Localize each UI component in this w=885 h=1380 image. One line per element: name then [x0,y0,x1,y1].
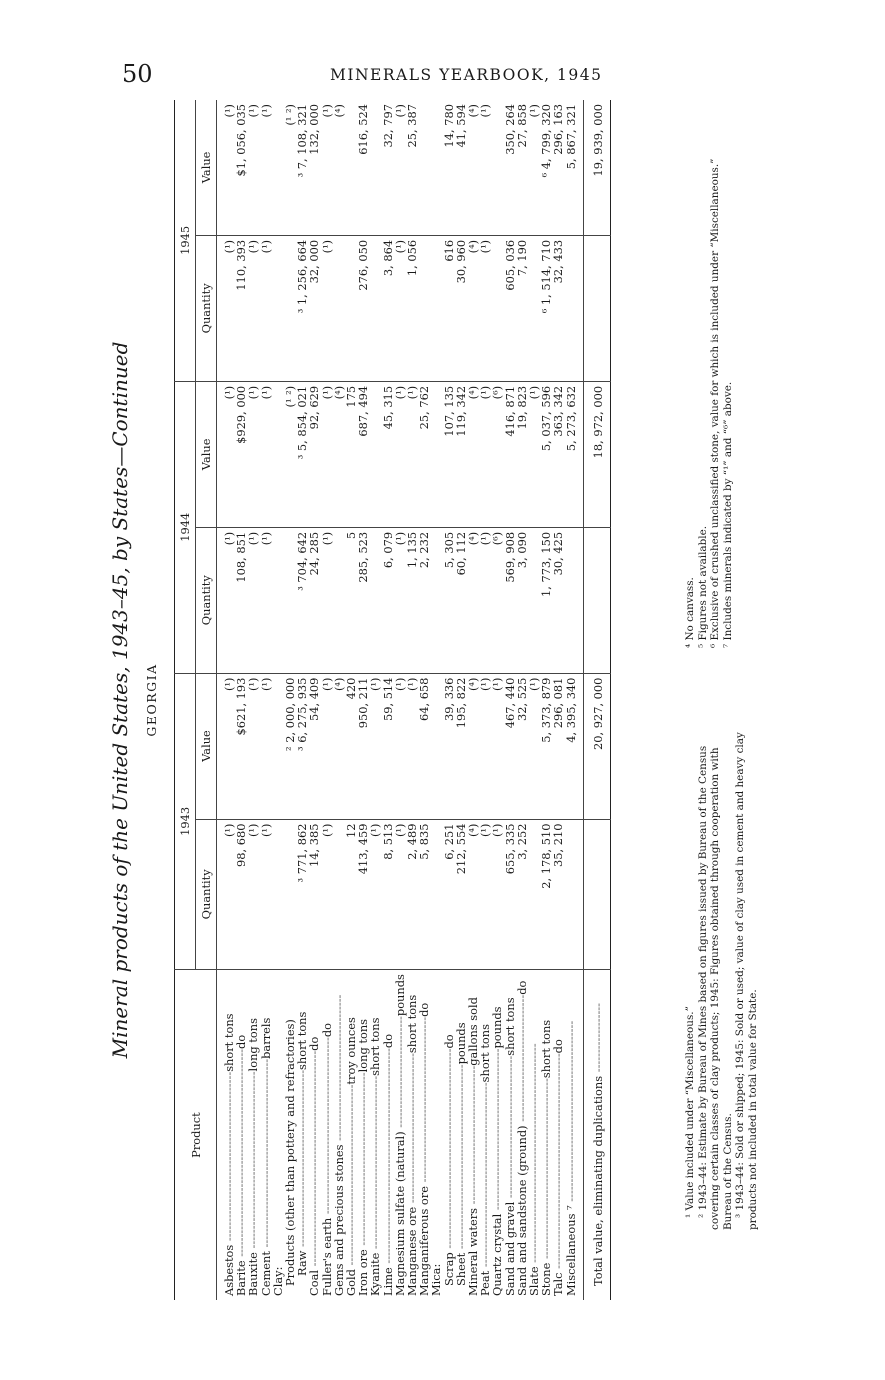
value-cell-1943: (¹) [394,673,406,819]
product-cell [565,970,577,1300]
footnote: ⁷ Includes minerals indicated by “¹” and “⁶” above. [721,381,734,648]
quantity-cell-1943 [272,819,284,970]
unit-label: short tons [295,1011,310,1070]
quantity-cell-1945: (¹) [223,235,235,381]
leader-dots: ------------------------------------------------ [453,1064,468,1253]
year-header-1945: 1945 [175,100,196,381]
quantity-header: Quantity [196,235,217,381]
total-value-1945: 19, 939, 000 [583,100,610,235]
quantity-header: Quantity [196,527,217,673]
leader-dots: -------------------------------------------- [222,1071,236,1245]
value-cell-1944: 25, 762 [418,381,430,527]
quantity-cell-1945: (⁴) [467,235,479,381]
product-name: Clay: [270,1266,285,1296]
value-cell-1943: (¹) [247,673,259,819]
footnote: ⁵ Figures not available. [696,525,709,648]
value-cell-1944 [430,381,442,527]
quantity-cell-1943: (¹) [394,819,406,970]
footnote: ³ 1943–44: Sold or shipped; 1945: Sold or used; value of clay used in cement and heavy clay products not included in total value for State. [734,732,759,1230]
value-cell-1945: (¹) [479,100,491,235]
value-cell-1943: (¹) [491,673,503,819]
quantity-cell-1945 [272,235,284,381]
value-cell-1943: (¹) [528,673,540,819]
minerals-table [174,100,611,1300]
leader-dots: -------------------------------------- [331,994,346,1145]
leader-dots: --------------------------------------------------------- [527,1043,542,1267]
unit-label: pounds [453,1022,468,1065]
quantity-cell-1944: 60, 112 [455,527,467,673]
product-name: Slate [527,1266,542,1296]
value-cell-1944: 5, 273, 632 [565,381,577,527]
year-header-1943: 1943 [175,673,196,970]
value-cell-1943: 54, 409 [308,673,320,819]
leader-dots: ------------------------------------- [502,1055,517,1202]
leader-dots: --------------------------------------------- [368,1075,383,1253]
value-cell-1945 [430,100,442,235]
leader-dots: ----------------------------------------------- [539,1078,554,1263]
footnote: ² 1943–44: Estimate by Bureau of Mines based on figures issued by Bureau of the Census covering certain classes of clay products; 1945: Figures obtained through cooperation with Bureau of the Census. [696,745,734,1230]
unit-label: do [234,1034,249,1049]
value-cell-1944: 363, 342 [552,381,564,527]
leader-dots: ------------------ [590,1003,605,1076]
value-cell-1943: ² 2, 000, 000 [284,673,296,819]
product-name: Stone [539,1262,554,1296]
product-name: Barite [234,1260,249,1296]
unit-label: troy ounces [344,1017,359,1085]
quantity-cell-1944: (¹) [479,527,491,673]
unit-label: short tons [405,994,420,1054]
value-cell-1943: (¹) [369,673,381,819]
quantity-cell-1945 [418,235,430,381]
product-name: Cement [258,1251,273,1296]
product-name: Mica: [429,1263,444,1296]
quantity-cell-1943: 2, 178, 510 [540,819,552,970]
value-cell-1945 [418,100,430,235]
quantity-cell-1944: (¹) [223,527,235,673]
quantity-cell-1944: (¹) [260,527,272,673]
quantity-cell-1943: ³ 771, 862 [296,819,308,970]
value-cell-1945: 132, 000 [308,100,320,235]
leader-dots: ------------------------------------------- [417,1016,432,1187]
value-cell-1944: (¹ ²) [284,381,296,527]
quantity-cell-1945: (¹) [394,235,406,381]
value-cell-1943: 59, 514 [382,673,394,819]
quantity-cell-1945: 110, 393 [235,235,247,381]
value-cell-1945: ⁶ 4, 799, 320 [540,100,552,235]
quantity-cell-1945: (¹) [321,235,333,381]
value-cell-1944: (⁶) [491,381,503,527]
value-cell-1943: (¹) [321,673,333,819]
product-name: Quartz crystal [490,1213,505,1296]
product-name: Products (other than pottery and refractories) [283,1019,298,1286]
product-name: Scrap [441,1252,456,1286]
total-label: Total value, eliminating duplications [590,1075,605,1286]
quantity-cell-1943 [333,819,345,970]
quantity-cell-1943: (¹) [479,819,491,970]
leader-dots: ---------------------------------------------- [295,1069,310,1251]
quantity-cell-1944: 108, 851 [235,527,247,673]
unit-label: do [307,1036,322,1051]
quantity-cell-1944: 5, 305 [443,527,455,673]
unit-label: do [380,1033,395,1049]
quantity-cell-1945: 32, 000 [308,235,320,381]
value-cell-1943: (¹) [479,673,491,819]
unit-label: do [417,1002,432,1017]
quantity-cell-1944 [272,527,284,673]
product-name: Sand and gravel [502,1201,517,1296]
product-name: Raw [295,1250,310,1276]
value-cell-1945: (¹) [394,100,406,235]
value-cell-1945: (⁴) [467,100,479,235]
leader-dots: ---------------------------------------------- [246,1071,261,1253]
quantity-cell-1945: (¹) [247,235,259,381]
value-cell-1944: 687, 494 [357,381,369,527]
value-cell-1945: (¹ ²) [284,100,296,235]
value-cell-1945: (¹) [321,100,333,235]
unit-label: do [514,980,529,995]
value-cell-1945 [369,100,381,235]
value-cell-1943: 39, 336 [443,673,455,819]
quantity-cell-1944: 285, 523 [357,527,369,673]
value-cell-1943: (¹) [406,673,418,819]
value-cell-1944: (¹) [394,381,406,527]
unit-label: barrels [258,1017,273,1059]
unit-label: do [551,1039,566,1054]
unit-label: short tons [539,1019,554,1079]
quantity-cell-1943: 6, 251 [443,819,455,970]
quantity-cell-1943: 2, 489 [406,819,418,970]
table-title: Mineral products of the United States, 1943–45, by States—Continued [108,341,132,1059]
quantity-cell-1944 [333,527,345,673]
value-cell-1944: 107, 135 [443,381,455,527]
quantity-cell-1945 [430,235,442,381]
value-header: Value [196,381,217,527]
quantity-cell-1944: 6, 079 [382,527,394,673]
value-cell-1945: (¹) [223,100,235,235]
quantity-cell-1945: ³ 1, 256, 664 [296,235,308,381]
value-cell-1945: (⁴) [333,100,345,235]
quantity-cell-1944: 5 [345,527,357,673]
total-value-1943: 20, 927, 000 [583,673,610,819]
value-cell-1945: 296, 163 [552,100,564,235]
value-cell-1945: 41, 594 [455,100,467,235]
product-name: Sand and sandstone (ground) [514,1125,529,1296]
value-cell-1945: (¹) [247,100,259,235]
value-cell-1944: 19, 823 [516,381,528,527]
product-name: Coal [307,1269,322,1296]
product-name: Asbestos [222,1244,236,1296]
quantity-cell-1943: 3, 252 [516,819,528,970]
value-cell-1943: 4, 395, 340 [565,673,577,819]
product-name: Gold [344,1269,359,1296]
unit-label: long tons [246,1018,261,1072]
value-cell-1944: 45, 315 [382,381,394,527]
quantity-cell-1943: (¹) [247,819,259,970]
value-cell-1945: 14, 780 [443,100,455,235]
unit-label: short tons [222,1013,236,1072]
footnotes-left [684,710,759,1230]
quantity-cell-1943: 5, 835 [418,819,430,970]
quantity-cell-1943: 35, 210 [552,819,564,970]
value-cell-1943: 467, 440 [504,673,516,819]
state-heading: GEORGIA [144,663,159,737]
quantity-cell-1943 [565,819,577,970]
quantity-cell-1943: 655, 335 [504,819,516,970]
value-cell-1944 [369,381,381,527]
value-cell-1944: 416, 871 [504,381,516,527]
quantity-cell-1944: 30, 425 [552,527,564,673]
product-name: Iron ore [356,1249,371,1296]
quantity-cell-1944: 1, 773, 150 [540,527,552,673]
quantity-cell-1944 [369,527,381,673]
quantity-cell-1943: (¹) [369,819,381,970]
total-value-1944: 18, 972, 000 [583,381,610,527]
table-row [565,100,577,1300]
leader-dots: ------------------------------------------------- [258,1058,273,1252]
value-cell-1944: 5, 037, 596 [540,381,552,527]
value-cell-1945: ³ 7, 108, 321 [296,100,308,235]
value-cell-1945: $1, 056, 035 [235,100,247,235]
value-cell-1944: 92, 629 [308,381,320,527]
product-name: Talc [551,1272,566,1296]
value-cell-1945: 350, 264 [504,100,516,235]
value-cell-1944: 175 [345,381,357,527]
unit-label: pounds [392,974,407,1017]
value-cell-1945: 32, 797 [382,100,394,235]
value-header: Value [196,100,217,235]
unit-label: pounds [490,1006,505,1049]
rotated-table-page [108,100,828,1300]
quantity-cell-1944: (¹) [321,527,333,673]
value-cell-1943: 32, 525 [516,673,528,819]
value-cell-1943: ³ 6, 275, 935 [296,673,308,819]
unit-label: short tons [502,997,517,1056]
value-cell-1945 [491,100,503,235]
quantity-cell-1943: 212, 554 [455,819,467,970]
leader-dots: ----------------------------------------------- [563,1020,578,1206]
quantity-cell-1945: 276, 050 [357,235,369,381]
quantity-cell-1943 [430,819,442,970]
product-cell [260,970,272,1300]
value-cell-1943: $621, 193 [235,673,247,819]
quantity-cell-1945: (¹) [260,235,272,381]
product-header: Product [175,970,217,1300]
quantity-cell-1945 [369,235,381,381]
quantity-cell-1944: 3, 090 [516,527,528,673]
product-name: Fuller's earth [319,1217,334,1296]
product-name: Sheet [453,1252,468,1286]
table-row [260,100,272,1300]
value-cell-1943: 64, 658 [418,673,430,819]
value-cell-1945: 27, 858 [516,100,528,235]
quantity-cell-1945: (¹) [479,235,491,381]
leader-dots: -------------------------------------------------------- [307,1050,322,1270]
value-cell-1944: $929, 000 [235,381,247,527]
product-name: Lime [380,1267,395,1296]
product-name: Peat [478,1270,493,1296]
leader-dots: --------------------------------------- [405,1053,420,1207]
quantity-cell-1943: (⁴) [467,819,479,970]
quantity-cell-1945: 3, 864 [382,235,394,381]
footnotes-right [684,140,734,660]
value-cell-1944: (¹) [406,381,418,527]
leader-dots: -------------------------------------------------------- [380,1048,395,1268]
value-header: Value [196,673,217,819]
unit-label: gallons sold [466,997,481,1066]
total-row [583,100,610,1300]
page-number: 50 [122,60,153,88]
quantity-cell-1944 [430,527,442,673]
quantity-cell-1945: 616 [443,235,455,381]
value-cell-1945: 25, 387 [406,100,418,235]
quantity-cell-1944: (¹) [394,527,406,673]
product-name: Bauxite [246,1252,261,1296]
total-label-cell [583,970,610,1300]
leader-dots: ------------------------------------ [466,1065,481,1208]
value-cell-1944: (¹) [260,381,272,527]
value-cell-1943: 420 [345,673,357,819]
value-cell-1943: (⁴) [467,673,479,819]
footnote: ¹ Value included under “Miscellaneous.” [684,1006,696,1218]
value-cell-1945: 616, 524 [357,100,369,235]
product-name: Miscellaneous ⁷ [563,1205,578,1296]
quantity-cell-1944: ³ 704, 642 [296,527,308,673]
quantity-header: Quantity [196,819,217,970]
quantity-cell-1944: 569, 908 [504,527,516,673]
quantity-cell-1945 [565,235,577,381]
unit-label: short tons [478,1024,493,1083]
product-name: Kyanite [368,1252,383,1296]
unit-label: long tons [356,1018,371,1073]
value-cell-1943: (⁴) [333,673,345,819]
unit-label: do [441,1034,456,1049]
value-cell-1944: (¹) [479,381,491,527]
value-cell-1943: 5, 373, 879 [540,673,552,819]
value-cell-1945: (¹) [260,100,272,235]
value-cell-1943: (¹) [260,673,272,819]
quantity-cell-1944 [565,527,577,673]
table-row [418,100,430,1300]
value-cell-1944: (¹) [247,381,259,527]
value-cell-1944: (¹) [223,381,235,527]
quantity-cell-1945: 1, 056 [406,235,418,381]
quantity-cell-1944: 24, 285 [308,527,320,673]
quantity-cell-1945: 32, 433 [552,235,564,381]
product-cell [418,970,430,1300]
value-cell-1945: (¹) [528,100,540,235]
quantity-cell-1945: 30, 960 [455,235,467,381]
value-cell-1944: (⁴) [333,381,345,527]
quantity-cell-1943: (¹) [321,819,333,970]
value-cell-1943: 950, 211 [357,673,369,819]
quantity-cell-1944: 2, 232 [418,527,430,673]
quantity-cell-1945 [491,235,503,381]
quantity-cell-1943: 14, 385 [308,819,320,970]
quantity-cell-1945: 7, 190 [516,235,528,381]
quantity-cell-1944: (⁶) [491,527,503,673]
value-cell-1944: (¹) [528,381,540,527]
product-name: Mineral waters [466,1207,481,1296]
value-cell-1943: 195, 822 [455,673,467,819]
year-header-1944: 1944 [175,381,196,673]
value-cell-1944: (⁴) [467,381,479,527]
quantity-cell-1944: (⁴) [467,527,479,673]
product-name: Magnesium sulfate (natural) [392,1131,407,1296]
quantity-cell-1943: (¹) [260,819,272,970]
product-name: Gems and precious stones [331,1144,346,1296]
quantity-cell-1945: 605, 036 [504,235,516,381]
quantity-cell-1943: 413, 459 [357,819,369,970]
leader-dots: ----------------------------- [392,1016,407,1132]
value-cell-1945: 5, 867, 321 [565,100,577,235]
quantity-cell-1943: (¹) [223,819,235,970]
leader-dots: ----------------------------------------------- [344,1084,359,1270]
product-name: Manganese ore [405,1206,420,1296]
footnote: ⁴ No canvass. [684,577,696,648]
product-name: Manganiferous ore [417,1186,432,1296]
leader-dots: --------------------------------------------- [356,1072,371,1250]
quantity-cell-1944: 1, 135 [406,527,418,673]
footnote: ⁶ Exclusive of crushed unclassified stone, value for which is included under “Miscellaneous.” [709,158,721,648]
value-cell-1944: 119, 342 [455,381,467,527]
quantity-cell-1943: (¹) [491,819,503,970]
value-cell-1944: ³ 5, 854, 021 [296,381,308,527]
quantity-cell-1945 [333,235,345,381]
quantity-cell-1945: ⁶ 1, 514, 710 [540,235,552,381]
leader-dots: ---------------------------------------------- [319,1037,334,1218]
leader-dots: ------------------------------------------------ [478,1082,493,1271]
leader-dots: ------------------------------------------ [490,1048,505,1214]
quantity-cell-1943: 12 [345,819,357,970]
value-cell-1943 [430,673,442,819]
unit-label: short tons [368,1017,383,1076]
leader-dots: ------------------------------------------------------ [234,1048,249,1261]
leader-dots: -------------------------------------------------------- [551,1053,566,1273]
value-cell-1943: 296, 081 [552,673,564,819]
leader-dots: ---------------------------------------------------- [441,1048,456,1253]
quantity-cell-1944: (¹) [247,527,259,673]
value-cell-1943: (¹) [223,673,235,819]
quantity-cell-1943: 98, 680 [235,819,247,970]
leader-dots: --------------------------------- [514,994,529,1126]
value-cell-1944: (¹) [321,381,333,527]
quantity-cell-1943: 8, 513 [382,819,394,970]
unit-label: do [319,1022,334,1038]
running-title: MINERALS YEARBOOK, 1945 [330,66,603,84]
